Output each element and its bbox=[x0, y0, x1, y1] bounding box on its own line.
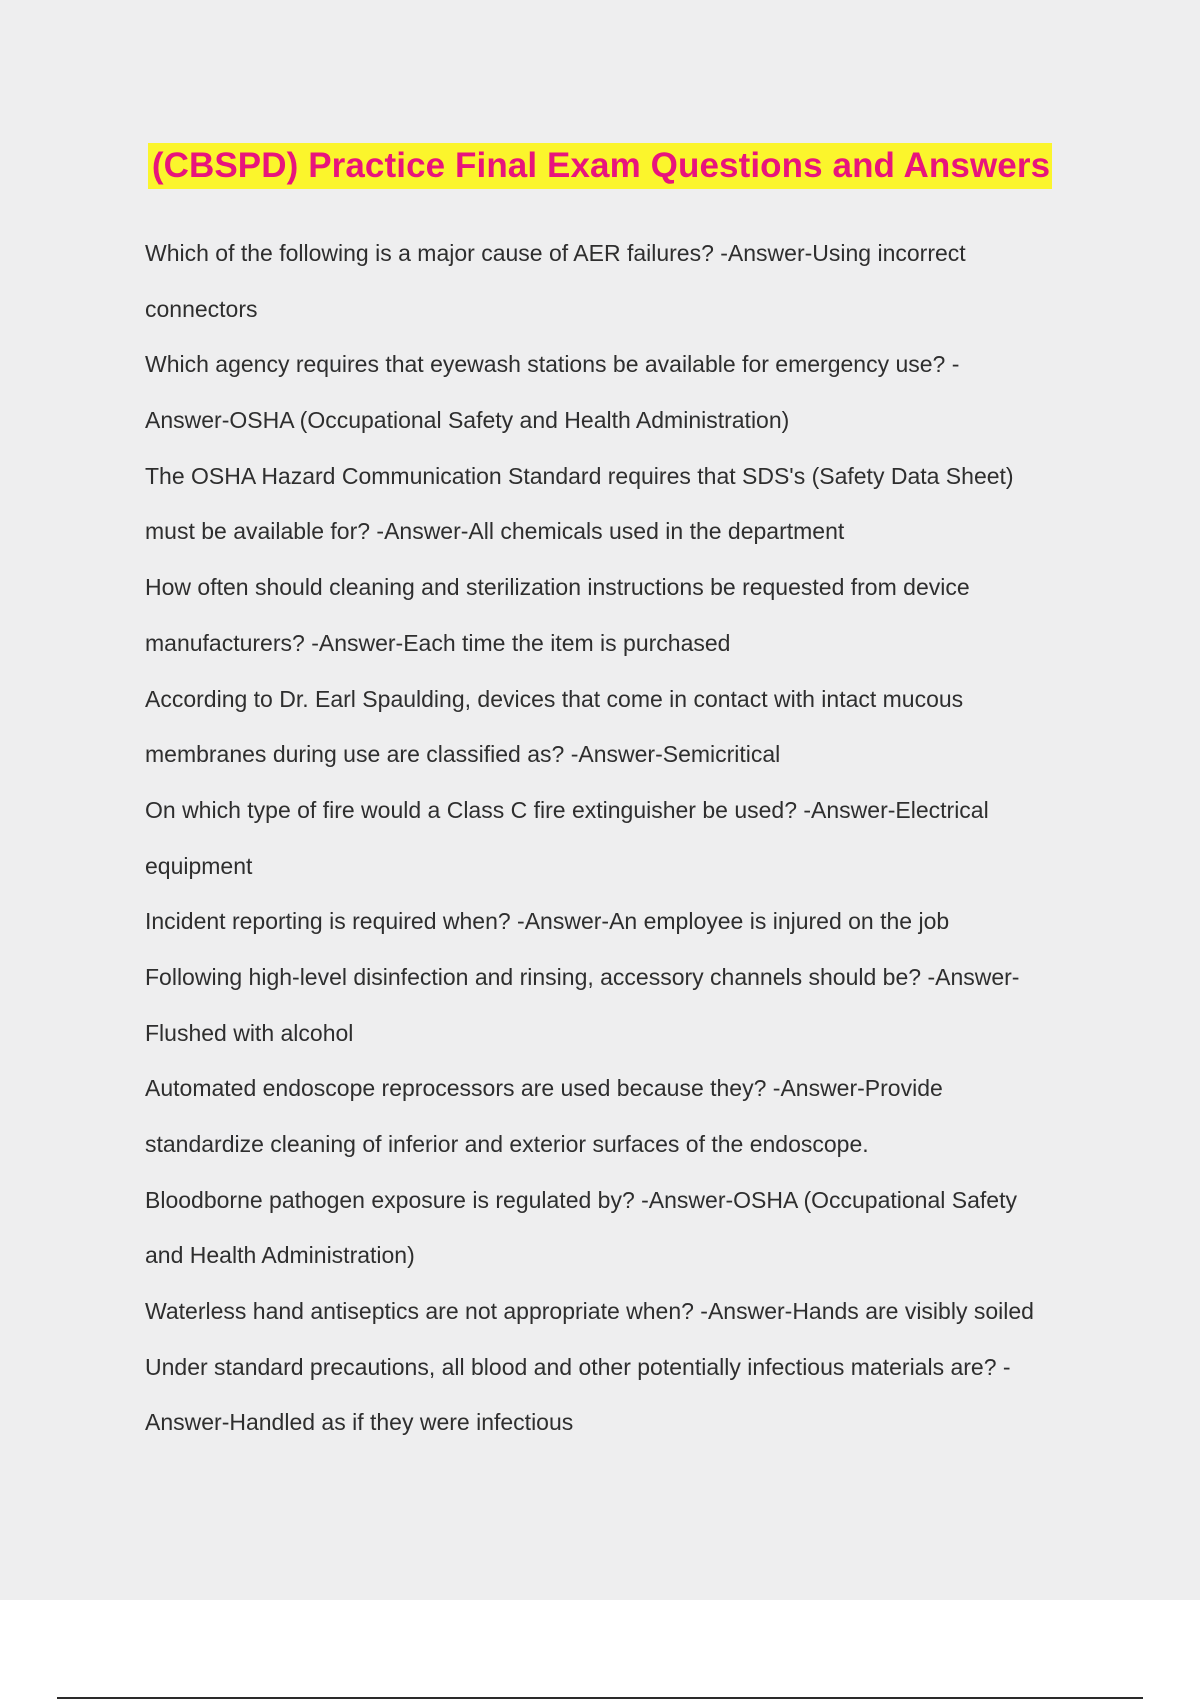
footer-divider bbox=[57, 1697, 1143, 1699]
text-line: standardize cleaning of inferior and exterior surfaces of the endoscope. bbox=[145, 1131, 869, 1157]
text-line: Which of the following is a major cause of AER failures? -Answer-Using incorrect bbox=[145, 240, 966, 266]
text-line: Following high-level disinfection and rinsing, accessory channels should be? -Answer- bbox=[145, 963, 1020, 990]
text-line: equipment bbox=[145, 852, 253, 879]
text-line: membranes during use are classified as? -Answer-Semicritical bbox=[145, 741, 781, 768]
document-title: (CBSPD) Practice Final Exam Questions and Answers bbox=[148, 143, 1052, 189]
text-line: Bloodborne pathogen exposure is regulated by? -Answer-OSHA (Occupational Safety bbox=[145, 1186, 1017, 1213]
text-line: must be available for? -Answer-All chemicals used in the department bbox=[145, 518, 845, 545]
text-line: and Health Administration) bbox=[145, 1242, 415, 1269]
text-line: manufacturers? -Answer-Each time the item is purchased bbox=[145, 629, 731, 656]
text-line: connectors bbox=[145, 295, 258, 322]
text-line: Under standard precautions, all blood and other potentially infectious materials are? - bbox=[145, 1353, 1011, 1380]
text-line: Automated endoscope reprocessors are used because they? -Answer-Provide bbox=[145, 1075, 943, 1102]
text-line: Answer-Handled as if they were infectious bbox=[145, 1409, 574, 1436]
question-answer-list bbox=[145, 240, 1095, 1465]
text-line: Waterless hand antiseptics are not appropriate when? -Answer-Hands are visibly soiled bbox=[145, 1298, 1034, 1325]
text-line: Flushed with alcohol bbox=[145, 1019, 354, 1046]
text-line: The OSHA Hazard Communication Standard requires that SDS's (Safety Data Sheet) bbox=[145, 462, 1014, 489]
text-line: How often should cleaning and sterilization instructions be requested from device bbox=[145, 574, 970, 601]
text-line: According to Dr. Earl Spaulding, devices that come in contact with intact mucous bbox=[145, 685, 964, 712]
text-line: Which agency requires that eyewash stations be available for emergency use? - bbox=[145, 351, 960, 378]
text-line: On which type of fire would a Class C fire extinguisher be used? -Answer-Electrical bbox=[145, 796, 989, 823]
text-line: Answer-OSHA (Occupational Safety and Health Administration) bbox=[145, 407, 790, 434]
text-line: Incident reporting is required when? -Answer-An employee is injured on the job bbox=[145, 908, 950, 935]
title-container bbox=[0, 143, 1200, 189]
